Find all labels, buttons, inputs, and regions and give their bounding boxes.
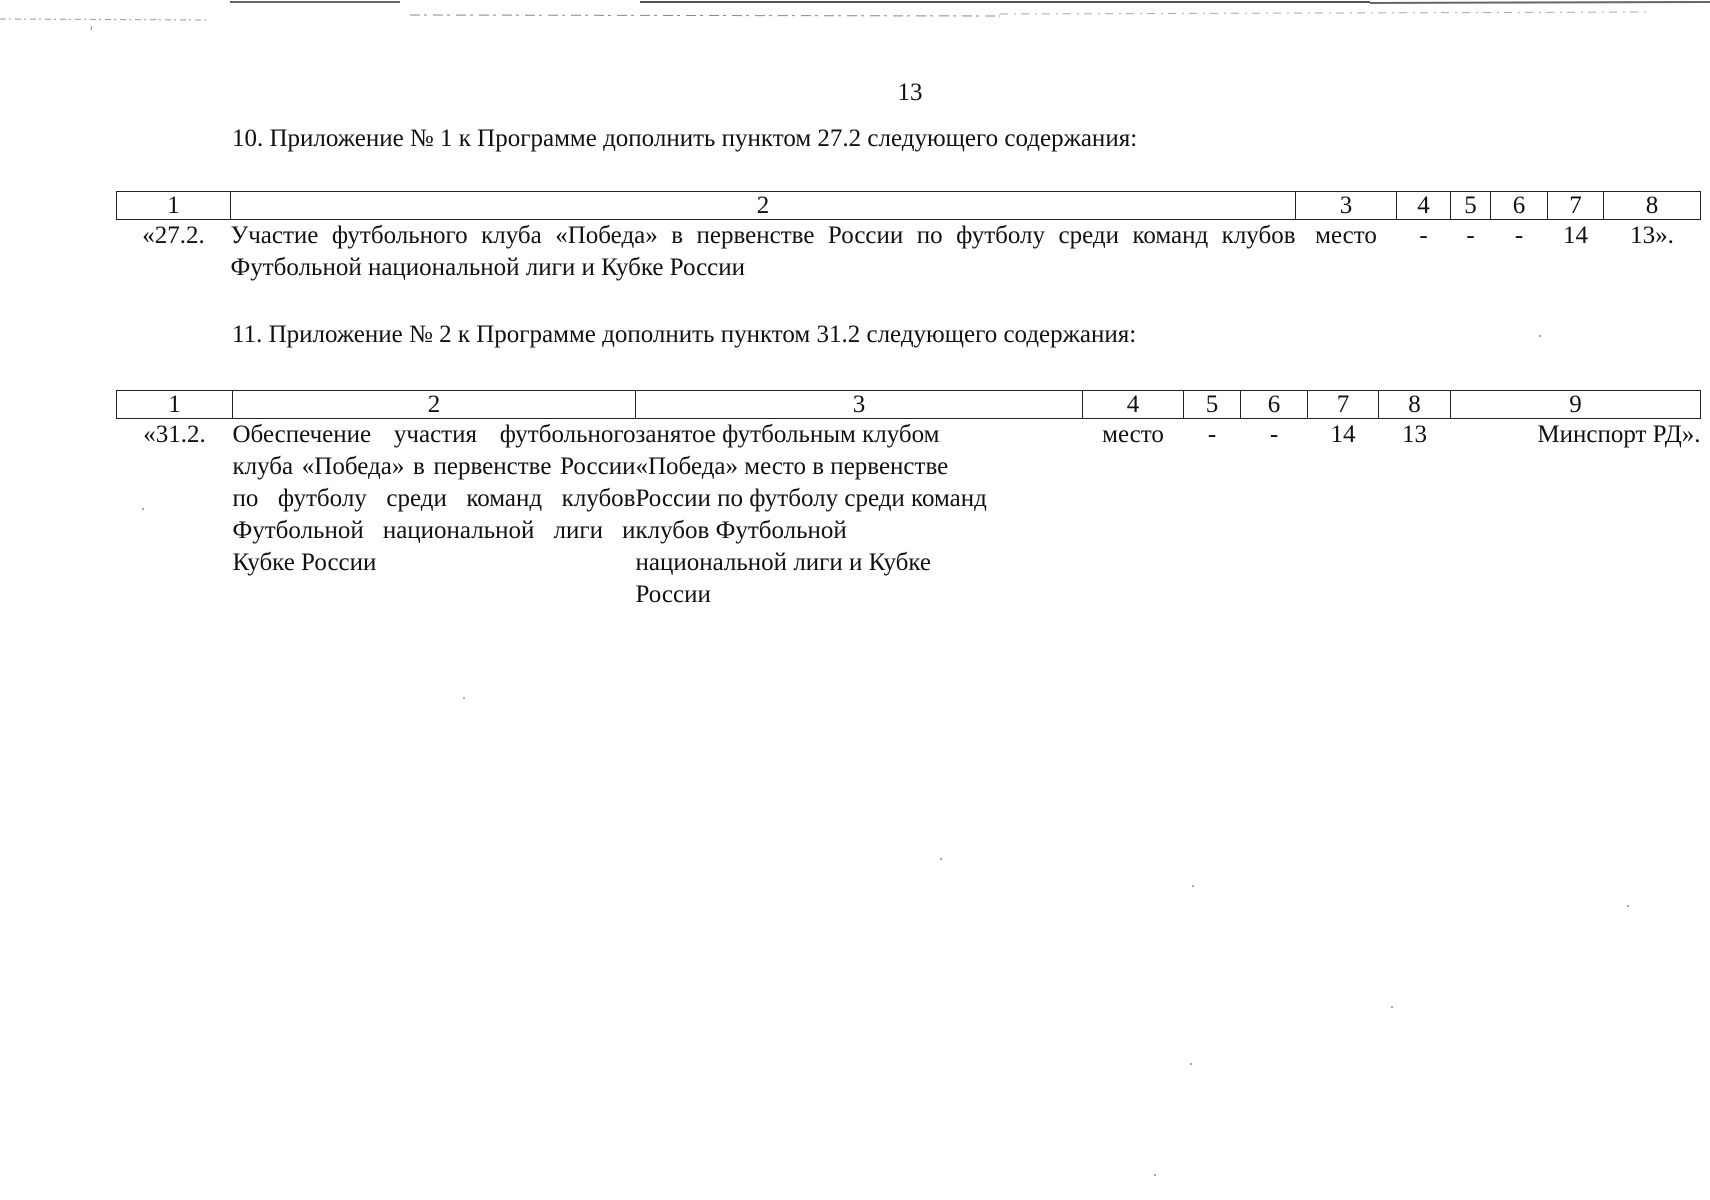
- table2-item-number: «31.2.: [143, 421, 206, 448]
- paragraph-10: 10. Приложение № 1 к Программе дополнить пунктом 27.2 следующего содержания:: [232, 125, 1138, 152]
- table2-header-cell: 1: [117, 391, 233, 419]
- table2-item-text: Обеспечение участия футбольного клуба «Победа» в первенстве России по футболу среди команд клубов Футбольной национальной лиги и Кубке России: [232, 421, 636, 576]
- table2-value-5: -: [1207, 421, 1217, 448]
- table2-indicator-name: [636, 419, 1083, 612]
- table1-header-cell: 2: [231, 192, 1296, 220]
- table2-value-6: -: [1269, 421, 1279, 448]
- table1-value-8: 13».: [1630, 222, 1674, 249]
- scan-speck: [1539, 335, 1541, 337]
- table2-header-cell: 3: [636, 391, 1083, 419]
- table1-item-unit: место: [1315, 222, 1377, 249]
- table2-header-row: [117, 391, 1701, 419]
- scan-speck: [1391, 1006, 1393, 1008]
- table2-executor: Минспорт РД».: [1537, 421, 1701, 448]
- table-appendix-1: [116, 191, 1701, 284]
- table1-item-number: «27.2.: [142, 222, 205, 249]
- table1-header-cell: 4: [1397, 192, 1451, 220]
- table1-header-cell: 8: [1604, 192, 1701, 220]
- table2-header-cell: 9: [1451, 391, 1701, 419]
- table1-header-cell: 6: [1491, 192, 1548, 220]
- indicator-line: клубов Футбольной: [635, 517, 847, 544]
- table1-value-6: -: [1514, 222, 1524, 249]
- table2-header-cell: 2: [233, 391, 636, 419]
- table1-header-cell: 7: [1548, 192, 1604, 220]
- table2-value-8: 13: [1402, 421, 1427, 448]
- scan-speck: [1154, 1174, 1156, 1176]
- paragraph-11: 11. Приложение № 2 к Программе дополнить пунктом 31.2 следующего содержания:: [232, 321, 1137, 348]
- scan-speck: [142, 508, 144, 510]
- page-number: 13: [897, 79, 923, 106]
- table-row: [117, 419, 1701, 612]
- indicator-line: «Победа» место в первенстве: [635, 453, 949, 480]
- scan-speck: [1192, 885, 1194, 887]
- table1-value-4: -: [1419, 222, 1428, 249]
- table2-header-cell: 4: [1083, 391, 1184, 419]
- table1-header-row: [117, 192, 1701, 220]
- table2-header-cell: 7: [1308, 391, 1379, 419]
- scan-speck: [1627, 905, 1629, 907]
- table1-value-7: 14: [1563, 222, 1588, 249]
- table-appendix-2: [116, 390, 1701, 611]
- scan-speck: [940, 858, 942, 860]
- indicator-line: России по футболу среди команд: [635, 485, 987, 512]
- table1-item-text: Участие футбольного клуба «Победа» в первенстве России по футболу среди команд клубов Футбольной национальной лиги и Кубке России: [230, 222, 1296, 281]
- table2-header-cell: 8: [1379, 391, 1451, 419]
- scan-speck: [1190, 1063, 1192, 1065]
- table1-header-cell: 5: [1451, 192, 1491, 220]
- table1-header-cell: 1: [117, 192, 231, 220]
- table2-header-cell: 5: [1184, 391, 1241, 419]
- scan-edge-artifact: [0, 0, 1710, 30]
- indicator-line: национальной лиги и Кубке: [635, 549, 931, 576]
- scan-speck: [463, 697, 465, 699]
- indicator-line: занятое футбольным клубом: [635, 421, 940, 448]
- table-row: [117, 220, 1701, 285]
- table1-header-cell: 3: [1296, 192, 1397, 220]
- table2-header-cell: 6: [1241, 391, 1308, 419]
- table1-value-5: -: [1466, 222, 1475, 249]
- table2-item-unit: место: [1102, 421, 1164, 448]
- indicator-line: России: [635, 581, 711, 608]
- table2-value-7: 14: [1330, 421, 1356, 448]
